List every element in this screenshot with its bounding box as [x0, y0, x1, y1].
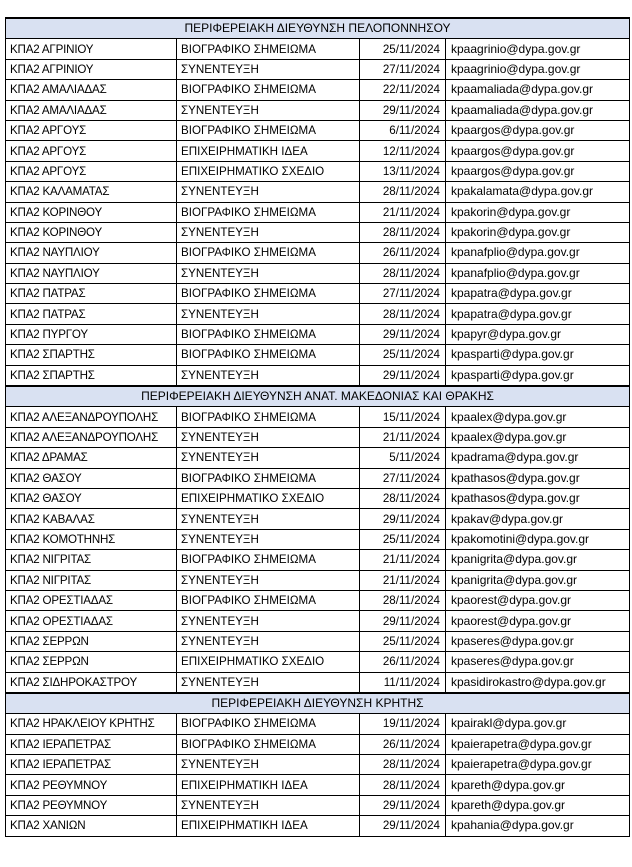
- date-cell: 21/11/2024: [360, 202, 446, 222]
- topic-cell: ΣΥΝΕΝΤΕΥΞΗ: [177, 631, 360, 651]
- email-cell: kpaierapetra@dypa.gov.gr: [446, 755, 630, 775]
- date-cell: 22/11/2024: [360, 80, 446, 100]
- email-cell: kpathasos@dypa.gov.gr: [446, 488, 630, 508]
- table-row: [6, 755, 630, 775]
- date-cell: 28/11/2024: [360, 488, 446, 508]
- office-cell: ΚΠΑ2 ΚΟΜΟΤΗΝΗΣ: [6, 529, 177, 549]
- office-cell: ΚΠΑ2 ΠΑΤΡΑΣ: [6, 304, 177, 324]
- date-cell: 29/11/2024: [360, 509, 446, 529]
- email-cell: kpaamaliada@dypa.gov.gr: [446, 80, 630, 100]
- office-cell: ΚΠΑ2 ΚΟΡΙΝΘΟΥ: [6, 202, 177, 222]
- office-cell: ΚΠΑ2 ΑΜΑΛΙΑΔΑΣ: [6, 100, 177, 120]
- topic-cell: ΣΥΝΕΝΤΕΥΞΗ: [177, 509, 360, 529]
- table-row: [6, 672, 630, 693]
- office-cell: ΚΠΑ2 ΟΡΕΣΤΙΑΔΑΣ: [6, 611, 177, 631]
- date-cell: 25/11/2024: [360, 631, 446, 651]
- topic-cell: ΕΠΙΧΕΙΡΗΜΑΤΙΚΟ ΣΧΕΔΙΟ: [177, 161, 360, 181]
- table-row: [6, 39, 630, 59]
- topic-cell: ΣΥΝΕΝΤΕΥΞΗ: [177, 448, 360, 468]
- date-cell: 28/11/2024: [360, 182, 446, 202]
- email-cell: kpaagrinio@dypa.gov.gr: [446, 39, 630, 59]
- region-header-row: [6, 386, 630, 407]
- date-cell: 12/11/2024: [360, 141, 446, 161]
- date-cell: 21/11/2024: [360, 550, 446, 570]
- date-cell: 28/11/2024: [360, 590, 446, 610]
- office-cell: ΚΠΑ2 ΘΑΣΟΥ: [6, 468, 177, 488]
- table-row: [6, 550, 630, 570]
- date-cell: 28/11/2024: [360, 775, 446, 795]
- email-cell: kpaierapetra@dypa.gov.gr: [446, 734, 630, 754]
- email-cell: kpahania@dypa.gov.gr: [446, 816, 630, 836]
- topic-cell: ΣΥΝΕΝΤΕΥΞΗ: [177, 100, 360, 120]
- topic-cell: ΒΙΟΓΡΑΦΙΚΟ ΣΗΜΕΙΩΜΑ: [177, 202, 360, 222]
- office-cell: ΚΠΑ2 ΣΕΡΡΩΝ: [6, 631, 177, 651]
- table-row: [6, 529, 630, 549]
- date-cell: 29/11/2024: [360, 795, 446, 815]
- office-cell: ΚΠΑ2 ΑΛΕΞΑΝΔΡΟΥΠΟΛΗΣ: [6, 407, 177, 427]
- table-row: [6, 202, 630, 222]
- table-row: [6, 611, 630, 631]
- table-row: [6, 161, 630, 181]
- email-cell: kpanafplio@dypa.gov.gr: [446, 263, 630, 283]
- topic-cell: ΒΙΟΓΡΑΦΙΚΟ ΣΗΜΕΙΩΜΑ: [177, 714, 360, 734]
- email-cell: kpapatra@dypa.gov.gr: [446, 284, 630, 304]
- date-cell: 28/11/2024: [360, 755, 446, 775]
- date-cell: 19/11/2024: [360, 714, 446, 734]
- office-cell: ΚΠΑ2 ΠΑΤΡΑΣ: [6, 284, 177, 304]
- date-cell: 29/11/2024: [360, 100, 446, 120]
- date-cell: 11/11/2024: [360, 672, 446, 693]
- date-cell: 15/11/2024: [360, 407, 446, 427]
- date-cell: 27/11/2024: [360, 468, 446, 488]
- topic-cell: ΣΥΝΕΝΤΕΥΞΗ: [177, 182, 360, 202]
- email-cell: kpaagrinio@dypa.gov.gr: [446, 59, 630, 79]
- topic-cell: ΣΥΝΕΝΤΕΥΞΗ: [177, 795, 360, 815]
- office-cell: ΚΠΑ2 ΡΕΘΥΜΝΟΥ: [6, 795, 177, 815]
- topic-cell: ΣΥΝΕΝΤΕΥΞΗ: [177, 263, 360, 283]
- email-cell: kpakorin@dypa.gov.gr: [446, 222, 630, 242]
- table-row: [6, 509, 630, 529]
- email-cell: kpairakl@dypa.gov.gr: [446, 714, 630, 734]
- date-cell: 25/11/2024: [360, 39, 446, 59]
- office-cell: ΚΠΑ2 ΡΕΘΥΜΝΟΥ: [6, 775, 177, 795]
- date-cell: 29/11/2024: [360, 324, 446, 344]
- topic-cell: ΒΙΟΓΡΑΦΙΚΟ ΣΗΜΕΙΩΜΑ: [177, 468, 360, 488]
- date-cell: 26/11/2024: [360, 243, 446, 263]
- email-cell: kpapyr@dypa.gov.gr: [446, 324, 630, 344]
- table-row: [6, 141, 630, 161]
- date-cell: 28/11/2024: [360, 222, 446, 242]
- office-cell: ΚΠΑ2 ΝΑΥΠΛΙΟΥ: [6, 263, 177, 283]
- schedule-table-body: [6, 18, 630, 836]
- topic-cell: ΒΙΟΓΡΑΦΙΚΟ ΣΗΜΕΙΩΜΑ: [177, 120, 360, 140]
- email-cell: kpaargos@dypa.gov.gr: [446, 120, 630, 140]
- topic-cell: ΕΠΙΧΕΙΡΗΜΑΤΙΚΗ ΙΔΕΑ: [177, 775, 360, 795]
- topic-cell: ΣΥΝΕΝΤΕΥΞΗ: [177, 222, 360, 242]
- email-cell: kpanigrita@dypa.gov.gr: [446, 570, 630, 590]
- email-cell: kpaseres@dypa.gov.gr: [446, 631, 630, 651]
- office-cell: ΚΠΑ2 ΑΓΡΙΝΙΟΥ: [6, 59, 177, 79]
- topic-cell: ΒΙΟΓΡΑΦΙΚΟ ΣΗΜΕΙΩΜΑ: [177, 324, 360, 344]
- email-cell: kpakorin@dypa.gov.gr: [446, 202, 630, 222]
- topic-cell: ΣΥΝΕΝΤΕΥΞΗ: [177, 755, 360, 775]
- region-title: ΠΕΡΙΦΕΡΕΙΑΚΗ ΔΙΕΥΘΥΝΣΗ ΚΡΗΤΗΣ: [6, 693, 630, 714]
- table-row: [6, 304, 630, 324]
- date-cell: 6/11/2024: [360, 120, 446, 140]
- topic-cell: ΣΥΝΕΝΤΕΥΞΗ: [177, 529, 360, 549]
- topic-cell: ΣΥΝΕΝΤΕΥΞΗ: [177, 427, 360, 447]
- office-cell: ΚΠΑ2 ΚΑΒΑΛΑΣ: [6, 509, 177, 529]
- table-row: [6, 652, 630, 672]
- topic-cell: ΒΙΟΓΡΑΦΙΚΟ ΣΗΜΕΙΩΜΑ: [177, 39, 360, 59]
- email-cell: kpareth@dypa.gov.gr: [446, 775, 630, 795]
- topic-cell: ΣΥΝΕΝΤΕΥΞΗ: [177, 570, 360, 590]
- topic-cell: ΒΙΟΓΡΑΦΙΚΟ ΣΗΜΕΙΩΜΑ: [177, 284, 360, 304]
- region-title: ΠΕΡΙΦΕΡΕΙΑΚΗ ΔΙΕΥΘΥΝΣΗ ΑΝΑΤ. ΜΑΚΕΔΟΝΙΑΣ ΚΑΙ ΘΡΑΚΗΣ: [6, 386, 630, 407]
- date-cell: 28/11/2024: [360, 304, 446, 324]
- table-row: [6, 365, 630, 386]
- topic-cell: ΕΠΙΧΕΙΡΗΜΑΤΙΚΗ ΙΔΕΑ: [177, 816, 360, 836]
- table-row: [6, 795, 630, 815]
- date-cell: 13/11/2024: [360, 161, 446, 181]
- office-cell: ΚΠΑ2 ΣΠΑΡΤΗΣ: [6, 345, 177, 365]
- office-cell: ΚΠΑ2 ΚΑΛΑΜΑΤΑΣ: [6, 182, 177, 202]
- office-cell: ΚΠΑ2 ΝΙΓΡΙΤΑΣ: [6, 550, 177, 570]
- email-cell: kpaargos@dypa.gov.gr: [446, 161, 630, 181]
- table-row: [6, 324, 630, 344]
- topic-cell: ΣΥΝΕΝΤΕΥΞΗ: [177, 611, 360, 631]
- email-cell: kpasparti@dypa.gov.gr: [446, 365, 630, 386]
- table-row: [6, 59, 630, 79]
- office-cell: ΚΠΑ2 ΣΙΔΗΡΟΚΑΣΤΡΟΥ: [6, 672, 177, 693]
- topic-cell: ΒΙΟΓΡΑΦΙΚΟ ΣΗΜΕΙΩΜΑ: [177, 345, 360, 365]
- date-cell: 29/11/2024: [360, 816, 446, 836]
- date-cell: 25/11/2024: [360, 345, 446, 365]
- topic-cell: ΕΠΙΧΕΙΡΗΜΑΤΙΚΟ ΣΧΕΔΙΟ: [177, 652, 360, 672]
- date-cell: 5/11/2024: [360, 448, 446, 468]
- email-cell: kpaorest@dypa.gov.gr: [446, 611, 630, 631]
- office-cell: ΚΠΑ2 ΣΕΡΡΩΝ: [6, 652, 177, 672]
- office-cell: ΚΠΑ2 ΝΙΓΡΙΤΑΣ: [6, 570, 177, 590]
- table-row: [6, 488, 630, 508]
- email-cell: kpaargos@dypa.gov.gr: [446, 141, 630, 161]
- date-cell: 26/11/2024: [360, 652, 446, 672]
- date-cell: 25/11/2024: [360, 529, 446, 549]
- table-row: [6, 243, 630, 263]
- email-cell: kpakalamata@dypa.gov.gr: [446, 182, 630, 202]
- topic-cell: ΣΥΝΕΝΤΕΥΞΗ: [177, 59, 360, 79]
- office-cell: ΚΠΑ2 ΟΡΕΣΤΙΑΔΑΣ: [6, 590, 177, 610]
- table-row: [6, 590, 630, 610]
- topic-cell: ΕΠΙΧΕΙΡΗΜΑΤΙΚΗ ΙΔΕΑ: [177, 141, 360, 161]
- region-header-row: [6, 693, 630, 714]
- office-cell: ΚΠΑ2 ΚΟΡΙΝΘΟΥ: [6, 222, 177, 242]
- table-row: [6, 631, 630, 651]
- email-cell: kpakomotini@dypa.gov.gr: [446, 529, 630, 549]
- region-title: ΠΕΡΙΦΕΡΕΙΑΚΗ ΔΙΕΥΘΥΝΣΗ ΠΕΛΟΠΟΝΝΗΣΟΥ: [6, 18, 630, 39]
- table-row: [6, 427, 630, 447]
- topic-cell: ΣΥΝΕΝΤΕΥΞΗ: [177, 365, 360, 386]
- email-cell: kpareth@dypa.gov.gr: [446, 795, 630, 815]
- email-cell: kpaorest@dypa.gov.gr: [446, 590, 630, 610]
- office-cell: ΚΠΑ2 ΧΑΝΙΩΝ: [6, 816, 177, 836]
- email-cell: kpanafplio@dypa.gov.gr: [446, 243, 630, 263]
- table-row: [6, 448, 630, 468]
- table-row: [6, 263, 630, 283]
- office-cell: ΚΠΑ2 ΑΡΓΟΥΣ: [6, 120, 177, 140]
- topic-cell: ΒΙΟΓΡΑΦΙΚΟ ΣΗΜΕΙΩΜΑ: [177, 734, 360, 754]
- date-cell: 21/11/2024: [360, 427, 446, 447]
- table-row: [6, 734, 630, 754]
- table-row: [6, 345, 630, 365]
- table-row: [6, 714, 630, 734]
- topic-cell: ΒΙΟΓΡΑΦΙΚΟ ΣΗΜΕΙΩΜΑ: [177, 550, 360, 570]
- table-row: [6, 407, 630, 427]
- table-row: [6, 468, 630, 488]
- date-cell: 29/11/2024: [360, 611, 446, 631]
- table-row: [6, 775, 630, 795]
- topic-cell: ΕΠΙΧΕΙΡΗΜΑΤΙΚΟ ΣΧΕΔΙΟ: [177, 488, 360, 508]
- office-cell: ΚΠΑ2 ΙΕΡΑΠΕΤΡΑΣ: [6, 755, 177, 775]
- office-cell: ΚΠΑ2 ΠΥΡΓΟΥ: [6, 324, 177, 344]
- email-cell: kpadrama@dypa.gov.gr: [446, 448, 630, 468]
- email-cell: kpaalex@dypa.gov.gr: [446, 407, 630, 427]
- office-cell: ΚΠΑ2 ΑΛΕΞΑΝΔΡΟΥΠΟΛΗΣ: [6, 427, 177, 447]
- topic-cell: ΒΙΟΓΡΑΦΙΚΟ ΣΗΜΕΙΩΜΑ: [177, 407, 360, 427]
- table-row: [6, 100, 630, 120]
- office-cell: ΚΠΑ2 ΣΠΑΡΤΗΣ: [6, 365, 177, 386]
- topic-cell: ΣΥΝΕΝΤΕΥΞΗ: [177, 672, 360, 693]
- schedule-table: [5, 17, 630, 837]
- office-cell: ΚΠΑ2 ΝΑΥΠΛΙΟΥ: [6, 243, 177, 263]
- table-row: [6, 182, 630, 202]
- email-cell: kpakav@dypa.gov.gr: [446, 509, 630, 529]
- office-cell: ΚΠΑ2 ΑΜΑΛΙΑΔΑΣ: [6, 80, 177, 100]
- email-cell: kpaseres@dypa.gov.gr: [446, 652, 630, 672]
- date-cell: 27/11/2024: [360, 59, 446, 79]
- table-row: [6, 816, 630, 836]
- topic-cell: ΒΙΟΓΡΑΦΙΚΟ ΣΗΜΕΙΩΜΑ: [177, 590, 360, 610]
- email-cell: kpasparti@dypa.gov.gr: [446, 345, 630, 365]
- office-cell: ΚΠΑ2 ΘΑΣΟΥ: [6, 488, 177, 508]
- date-cell: 27/11/2024: [360, 284, 446, 304]
- date-cell: 28/11/2024: [360, 263, 446, 283]
- email-cell: kpanigrita@dypa.gov.gr: [446, 550, 630, 570]
- region-header-row: [6, 18, 630, 39]
- table-row: [6, 120, 630, 140]
- topic-cell: ΣΥΝΕΝΤΕΥΞΗ: [177, 304, 360, 324]
- office-cell: ΚΠΑ2 ΑΡΓΟΥΣ: [6, 141, 177, 161]
- office-cell: ΚΠΑ2 ΑΡΓΟΥΣ: [6, 161, 177, 181]
- table-row: [6, 570, 630, 590]
- office-cell: ΚΠΑ2 ΗΡΑΚΛΕΙΟΥ ΚΡΗΤΗΣ: [6, 714, 177, 734]
- date-cell: 26/11/2024: [360, 734, 446, 754]
- office-cell: ΚΠΑ2 ΔΡΑΜΑΣ: [6, 448, 177, 468]
- office-cell: ΚΠΑ2 ΙΕΡΑΠΕΤΡΑΣ: [6, 734, 177, 754]
- topic-cell: ΒΙΟΓΡΑΦΙΚΟ ΣΗΜΕΙΩΜΑ: [177, 80, 360, 100]
- topic-cell: ΒΙΟΓΡΑΦΙΚΟ ΣΗΜΕΙΩΜΑ: [177, 243, 360, 263]
- email-cell: kpasidirokastro@dypa.gov.gr: [446, 672, 630, 693]
- email-cell: kpapatra@dypa.gov.gr: [446, 304, 630, 324]
- email-cell: kpathasos@dypa.gov.gr: [446, 468, 630, 488]
- table-row: [6, 222, 630, 242]
- date-cell: 21/11/2024: [360, 570, 446, 590]
- email-cell: kpaamaliada@dypa.gov.gr: [446, 100, 630, 120]
- date-cell: 29/11/2024: [360, 365, 446, 386]
- office-cell: ΚΠΑ2 ΑΓΡΙΝΙΟΥ: [6, 39, 177, 59]
- table-row: [6, 80, 630, 100]
- table-row: [6, 284, 630, 304]
- email-cell: kpaalex@dypa.gov.gr: [446, 427, 630, 447]
